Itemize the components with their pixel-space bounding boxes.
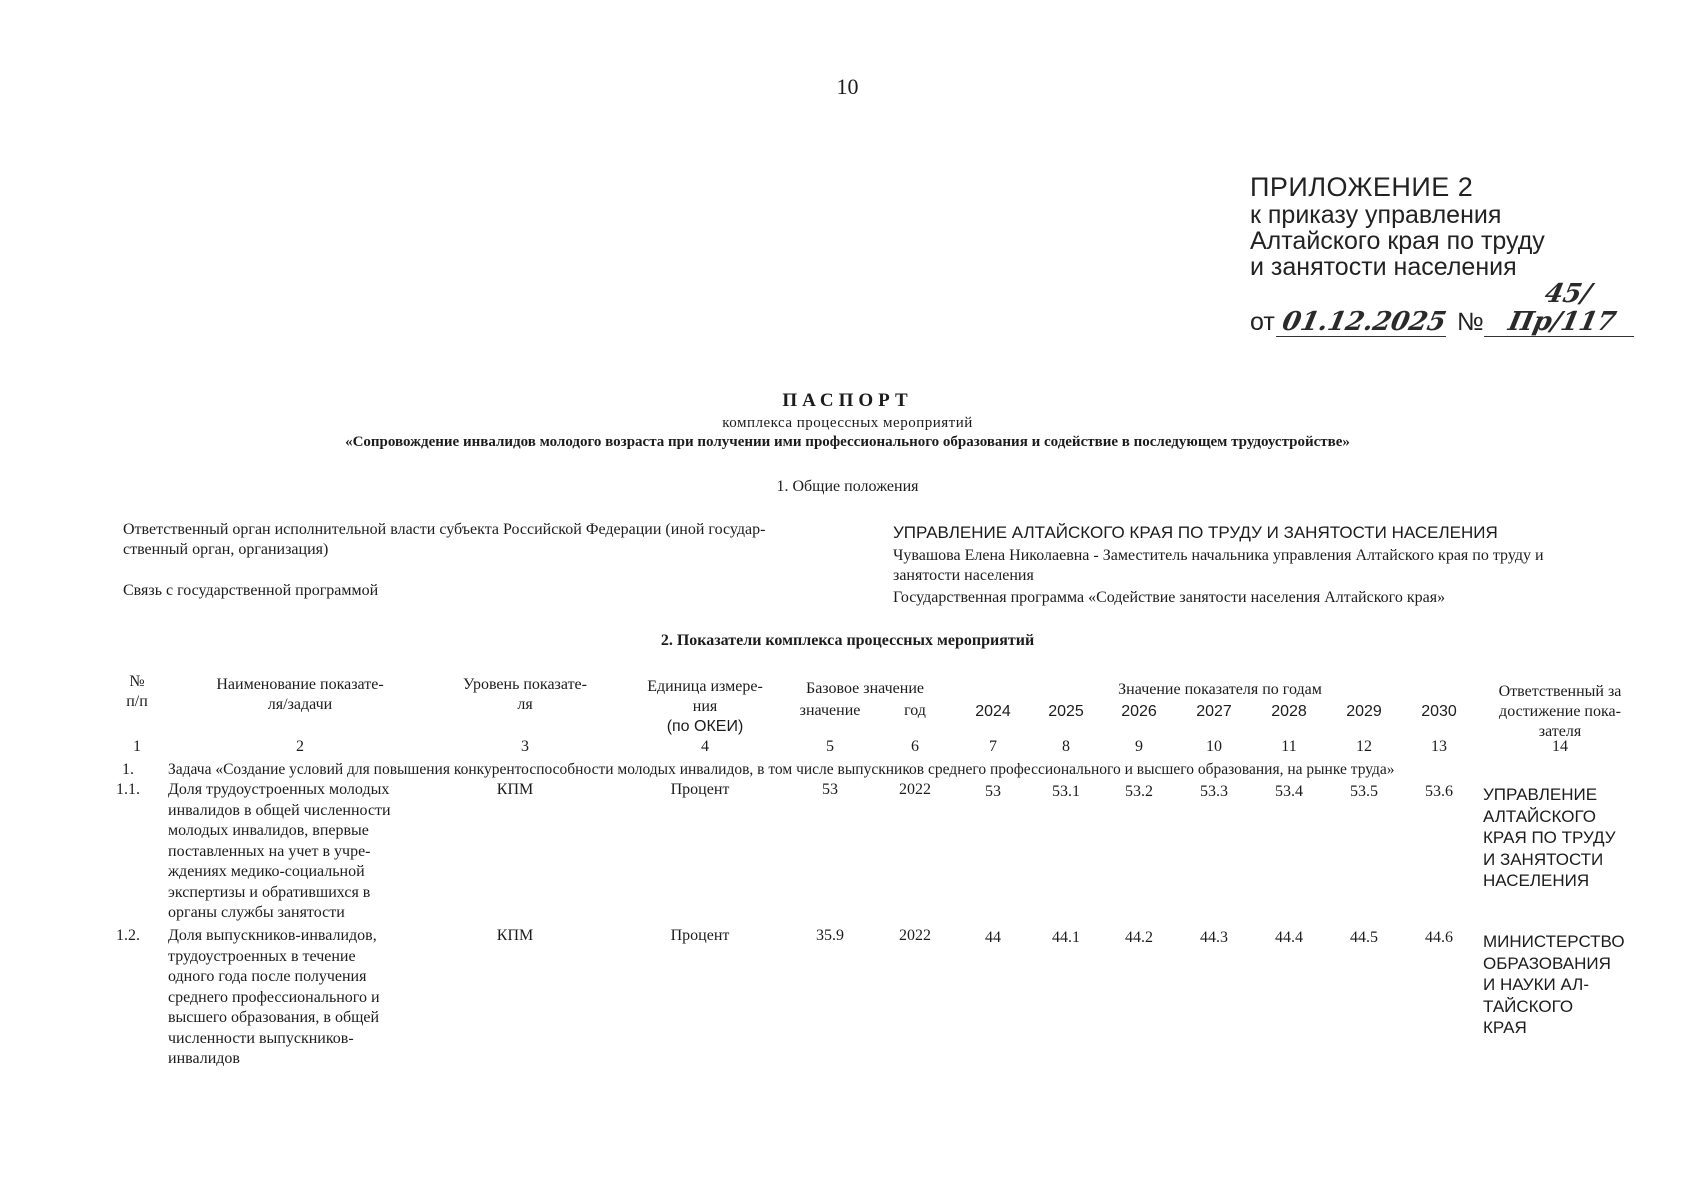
header-name-line-2: ля/задачи — [267, 696, 333, 713]
responsible-person — [893, 546, 1653, 586]
number-label: № — [1456, 308, 1484, 336]
row-1-2-responsible — [1483, 931, 1653, 1039]
header-unit-line-1: Единица измере- — [647, 678, 763, 695]
responsible-label — [123, 520, 863, 560]
row-1-1-responsible-line: АЛТАЙСКОГО — [1483, 806, 1596, 826]
header-unit-line-3: (по ОКЕИ) — [666, 718, 744, 735]
column-number-6: 6 — [911, 738, 919, 755]
passport-title: ПАСПОРТ — [782, 390, 913, 411]
responsible-label-line-2: ственный орган, организация) — [123, 541, 329, 558]
row-1-2-value-2029: 44.5 — [1350, 929, 1378, 946]
responsible-label-line-1: Ответственный орган исполнительной власти субъекта Российской Федерации (иной государ- — [123, 521, 766, 538]
row-1-1-name-line: органы службы занятости — [168, 904, 345, 921]
row-1-1-responsible — [1483, 784, 1653, 892]
row-1-2-value-2025: 44.1 — [1052, 929, 1080, 946]
row-1-2-value-2030: 44.6 — [1425, 929, 1453, 946]
order-number: 45/Пр/117 — [1484, 280, 1646, 337]
row-1-1-value-2029: 53.5 — [1350, 783, 1378, 800]
row-1-2-unit: Процент — [670, 927, 730, 944]
column-number-2: 2 — [296, 738, 304, 755]
row-1-1-name-line: Доля трудоустроенных молодых — [168, 781, 390, 798]
page-number: 10 — [836, 74, 859, 99]
header-level-line-1: Уровень показате- — [463, 676, 587, 693]
column-number-1: 1 — [133, 738, 141, 755]
row-1-1-name-line: ждениях медико-социальной — [168, 863, 365, 880]
row-1-2-responsible-line: КРАЯ — [1483, 1018, 1527, 1037]
row-1-2-responsible-line: ОБРАЗОВАНИЯ — [1483, 953, 1611, 973]
row-1-1-value-2027: 53.3 — [1200, 783, 1228, 800]
column-number-9: 9 — [1135, 738, 1143, 755]
header-years-group: Значение показателя по годам — [1118, 681, 1322, 698]
row-1-2-name-line: инвалидов — [168, 1050, 240, 1067]
row-1-2-level: КПМ — [496, 927, 534, 944]
column-number-3: 3 — [521, 738, 529, 755]
header-unit-line-2: ния — [692, 698, 718, 715]
header-name — [180, 675, 420, 715]
header-year-2025: 2025 — [1048, 703, 1084, 720]
header-base-year: год — [904, 702, 926, 719]
column-number-5: 5 — [826, 738, 834, 755]
row-1-2-value-2028: 44.4 — [1275, 929, 1303, 946]
row-1-1-name-line: молодых инвалидов, впервые — [168, 822, 369, 839]
header-unit — [625, 677, 785, 737]
row-1-1-responsible-line: НАСЕЛЕНИЯ — [1483, 871, 1590, 890]
header-num — [115, 672, 159, 712]
responsible-person-line-2: занятости населения — [893, 567, 1034, 584]
header-year-2027: 2027 — [1196, 703, 1232, 720]
row-1-1-responsible-line: И ЗАНЯТОСТИ — [1483, 849, 1604, 869]
column-number-14: 14 — [1552, 738, 1568, 755]
column-number-7: 7 — [989, 738, 997, 755]
row-1-2-name-line: высшего образования, в общей — [168, 1009, 380, 1026]
header-base-value: значение — [799, 702, 861, 719]
header-year-2026: 2026 — [1121, 703, 1157, 720]
row-1-1-name — [168, 780, 438, 924]
row-1-2-name-line: трудоустроенных в течение — [168, 947, 356, 965]
row-1-1-name-line: поставленных на учет в учре- — [168, 842, 371, 860]
row-1-1-number: 1.1. — [116, 781, 140, 798]
header-level-line-2: ля — [517, 696, 533, 713]
column-number-8: 8 — [1062, 738, 1070, 755]
row-1-2-number: 1.2. — [116, 927, 140, 944]
appendix-signature-line — [1250, 280, 1640, 337]
column-number-12: 12 — [1356, 738, 1372, 755]
header-year-2029: 2029 — [1346, 703, 1382, 720]
header-year-2028: 2028 — [1271, 703, 1307, 720]
row-1-2-value-2024: 44 — [985, 929, 1001, 946]
row-1-1-level: КПМ — [496, 781, 534, 798]
row-1-2-base-year: 2022 — [899, 927, 931, 944]
row-1-1-responsible-line: УПРАВЛЕНИЕ — [1483, 785, 1598, 804]
row-1-1-responsible-line: КРАЯ ПО ТРУДУ — [1483, 828, 1616, 847]
row-1-2-name — [168, 926, 438, 1070]
row-1-1-unit: Процент — [670, 781, 730, 798]
row-1-1-value-2026: 53.2 — [1125, 783, 1153, 800]
row-1-2-name-line: одного года после получения — [168, 968, 367, 985]
row-1-2-name-line: среднего профессионального и — [168, 988, 380, 1006]
header-year-2030: 2030 — [1421, 703, 1457, 720]
row-1-2-responsible-line: МИНИСТЕРСТВО — [1483, 932, 1625, 951]
column-number-4: 4 — [701, 738, 709, 755]
row-1-2-base-value: 35.9 — [816, 927, 844, 944]
section2-heading: 2. Показатели комплекса процессных мероприятий — [660, 632, 1035, 649]
header-responsible-line-2: достижение пока- — [1499, 703, 1621, 720]
header-name-line-1: Наименование показате- — [216, 676, 384, 693]
appendix-block — [1250, 172, 1640, 337]
row-1-2-name-line: численности выпускников- — [168, 1029, 354, 1047]
header-responsible-line-3: зателя — [1538, 723, 1582, 740]
program-value: Государственная программа «Содействие занятости населения Алтайского края» — [893, 589, 1446, 606]
program-label: Связь с государственной программой — [123, 582, 379, 599]
passport-name: «Сопровождение инвалидов молодого возраста при получении ими профессионального образования и содействие в последующем трудоустройстве» — [345, 434, 1350, 450]
row-1-2-value-2027: 44.3 — [1200, 929, 1228, 946]
task-number: 1. — [122, 761, 134, 778]
row-1-1-value-2025: 53.1 — [1052, 783, 1080, 800]
row-1-1-value-2028: 53.4 — [1275, 783, 1303, 800]
row-1-2-value-2026: 44.2 — [1125, 929, 1153, 946]
column-number-13: 13 — [1431, 738, 1447, 755]
header-level — [440, 675, 610, 715]
row-1-2-responsible-line: И НАУКИ АЛ- — [1483, 975, 1589, 994]
row-1-1-value-2024: 53 — [985, 783, 1001, 800]
task-text: Задача «Создание условий для повышения конкурентоспособности молодых инвалидов, в том числе выпускников среднего профессионального и высшего образования, на рынке труда» — [168, 761, 1395, 778]
header-responsible — [1480, 682, 1640, 742]
column-number-10: 10 — [1206, 738, 1222, 755]
header-year-2024: 2024 — [975, 703, 1011, 720]
appendix-title: ПРИЛОЖЕНИЕ 2 — [1250, 172, 1474, 202]
row-1-1-name-line: инвалидов в общей численности — [168, 801, 391, 819]
header-base: Базовое значение — [806, 680, 924, 697]
responsible-person-line-1: Чувашова Елена Николаевна - Заместитель начальника управления Алтайского края по труду и — [893, 547, 1544, 564]
row-1-2-responsible-line: ТАЙСКОГО — [1483, 996, 1574, 1016]
appendix-line-1: к приказу управления — [1250, 201, 1502, 229]
appendix-line-3: и занятости населения — [1250, 253, 1517, 281]
order-date: 01.12.2025 — [1276, 308, 1452, 337]
responsible-value: УПРАВЛЕНИЕ АЛТАЙСКОГО КРАЯ ПО ТРУДУ И ЗАНЯТОСТИ НАСЕЛЕНИЯ — [893, 523, 1498, 542]
appendix-line-2: Алтайского края по труду — [1250, 227, 1545, 255]
row-1-1-name-line: экспертизы и обратившихся в — [168, 883, 371, 901]
row-1-2-name-line: Доля выпускников-инвалидов, — [168, 927, 377, 944]
header-responsible-line-1: Ответственный за — [1498, 683, 1622, 700]
passport-subtitle: комплекса процессных мероприятий — [722, 415, 973, 431]
section1-heading: 1. Общие положения — [776, 478, 919, 495]
row-1-1-base-value: 53 — [822, 781, 838, 798]
row-1-1-base-year: 2022 — [899, 781, 931, 798]
row-1-1-value-2030: 53.6 — [1425, 783, 1453, 800]
column-number-11: 11 — [1281, 738, 1297, 755]
from-label: от — [1250, 308, 1275, 336]
header-num-line-1: № — [129, 673, 145, 690]
header-num-line-2: п/п — [126, 693, 148, 710]
